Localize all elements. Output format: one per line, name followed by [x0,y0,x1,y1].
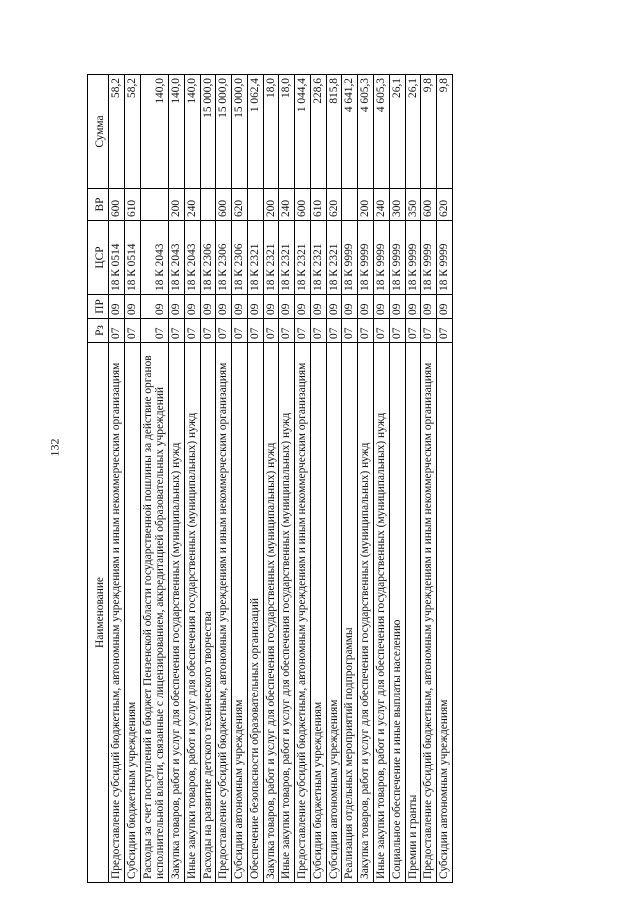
table-row [374,75,390,883]
cell-vr [140,189,169,221]
cell-sum: 58,2 [109,75,125,189]
cell-csr: 18 К 2043 [184,221,200,295]
cell-csr: 18 К 2043 [169,221,185,295]
cell-name: Иные закупки товаров, работ и услуг для обеспечения государственных (муниципальных) нужд [374,343,390,883]
cell-vr: 610 [124,189,140,221]
cell-rz: 07 [405,319,421,343]
table-row [263,75,279,883]
cell-name: Предоставление субсидий бюджетным, автономным учреждениям и иным некоммерческим организациям [295,343,311,883]
cell-vr: 600 [109,189,125,221]
cell-pr: 09 [247,295,263,319]
cell-sum: 15 000,0 [232,75,248,189]
cell-pr: 09 [232,295,248,319]
cell-vr: 200 [263,189,279,221]
cell-pr: 09 [295,295,311,319]
cell-rz: 07 [358,319,374,343]
cell-csr: 18 К 2321 [247,221,263,295]
cell-rz: 07 [216,319,232,343]
cell-name: Предоставление субсидий бюджетным, автономным учреждениям и иным некоммерческим организациям [216,343,232,883]
cell-csr: 18 К 2321 [263,221,279,295]
header-vr: ВР [88,189,109,221]
cell-rz: 07 [310,319,326,343]
cell-vr: 620 [232,189,248,221]
cell-rz: 07 [263,319,279,343]
table-row [310,75,326,883]
cell-vr: 240 [184,189,200,221]
cell-rz: 07 [421,319,437,343]
cell-sum: 58,2 [124,75,140,189]
table-row [200,75,216,883]
cell-csr: 18 К 2321 [310,221,326,295]
cell-pr: 09 [326,295,342,319]
cell-sum: 9,8 [437,75,453,189]
cell-vr: 620 [326,189,342,221]
cell-vr: 240 [374,189,390,221]
table-row [232,75,248,883]
cell-name: Реализация отдельных мероприятий подпрограммы [342,343,358,883]
cell-sum: 15 000,0 [216,75,232,189]
cell-vr: 600 [216,189,232,221]
cell-pr: 09 [374,295,390,319]
table-row [247,75,263,883]
cell-sum: 4 641,2 [342,75,358,189]
cell-vr: 200 [169,189,185,221]
table-row [124,75,140,883]
cell-sum: 18,0 [263,75,279,189]
cell-csr: 18 К 9999 [421,221,437,295]
cell-vr: 600 [295,189,311,221]
cell-name: Субсидии бюджетным учреждениям [124,343,140,883]
cell-sum: 1 062,4 [247,75,263,189]
cell-name: Закупка товаров, работ и услуг для обеспечения государственных (муниципальных) нужд [263,343,279,883]
cell-rz: 07 [389,319,405,343]
table-container [87,75,557,883]
cell-name: Предоставление субсидий бюджетным, автономным учреждениям и иным некоммерческим организациям [109,343,125,883]
cell-csr: 18 К 9999 [342,221,358,295]
cell-csr: 18 К 9999 [358,221,374,295]
cell-pr: 09 [279,295,295,319]
cell-csr: 18 К 9999 [405,221,421,295]
cell-rz: 07 [437,319,453,343]
cell-csr: 18 К 2321 [326,221,342,295]
cell-pr: 09 [310,295,326,319]
cell-rz: 07 [342,319,358,343]
cell-pr: 09 [437,295,453,319]
header-name: Наименование [88,343,109,883]
cell-pr: 09 [200,295,216,319]
table-row [279,75,295,883]
cell-pr: 09 [342,295,358,319]
rotated-table-frame [87,75,557,883]
cell-rz: 07 [279,319,295,343]
cell-name: Субсидии бюджетным учреждениям [310,343,326,883]
cell-sum: 140,0 [184,75,200,189]
cell-vr: 600 [421,189,437,221]
cell-sum: 26,1 [389,75,405,189]
table-row [169,75,185,883]
cell-name: Иные закупки товаров, работ и услуг для обеспечения государственных (муниципальных) нужд [279,343,295,883]
cell-vr: 350 [405,189,421,221]
cell-csr: 18 К 2321 [295,221,311,295]
cell-pr: 09 [124,295,140,319]
table-row [295,75,311,883]
cell-pr: 09 [169,295,185,319]
cell-name: Расходы за счет поступлений в бюджет Пензенской области государственной пошлины за действие органов исполнительной власти, связанные с лицензированием, аккредитацией образовательных учреждений [140,343,169,883]
cell-vr [247,189,263,221]
cell-csr: 18 К 2043 [140,221,169,295]
table-row [326,75,342,883]
cell-name: Закупка товаров, работ и услуг для обеспечения государственных (муниципальных) нужд [358,343,374,883]
cell-name: Иные закупки товаров, работ и услуг для обеспечения государственных (муниципальных) нужд [184,343,200,883]
header-pr: ПР [88,295,109,319]
cell-sum: 9,8 [421,75,437,189]
cell-sum: 140,0 [169,75,185,189]
cell-vr: 300 [389,189,405,221]
cell-csr: 18 К 9999 [374,221,390,295]
header-sum: Сумма [88,75,109,189]
cell-name: Предоставление субсидий бюджетным, автономным учреждениям и иным некоммерческим организациям [421,343,437,883]
cell-vr: 200 [358,189,374,221]
cell-csr: 18 К 2306 [200,221,216,295]
table-row [437,75,453,883]
table-row [342,75,358,883]
cell-pr: 09 [216,295,232,319]
cell-rz: 07 [247,319,263,343]
cell-rz: 07 [374,319,390,343]
cell-sum: 228,6 [310,75,326,189]
cell-sum: 140,0 [140,75,169,189]
cell-rz: 07 [169,319,185,343]
table-row [140,75,169,883]
cell-rz: 07 [124,319,140,343]
cell-pr: 09 [109,295,125,319]
cell-rz: 07 [326,319,342,343]
cell-sum: 1 044,4 [295,75,311,189]
cell-pr: 09 [263,295,279,319]
cell-name: Субсидии автономным учреждениям [437,343,453,883]
cell-name: Субсидии автономным учреждениям [326,343,342,883]
cell-sum: 815,8 [326,75,342,189]
cell-name: Расходы на развитие детского технического творчества [200,343,216,883]
cell-rz: 07 [232,319,248,343]
table-row [184,75,200,883]
cell-pr: 09 [421,295,437,319]
header-rz: Рз [88,319,109,343]
cell-csr: 18 К 0514 [124,221,140,295]
header-csr: ЦСР [88,221,109,295]
cell-rz: 07 [184,319,200,343]
cell-name: Обеспечение безопасности образовательных организаций [247,343,263,883]
table-row [421,75,437,883]
cell-vr: 240 [279,189,295,221]
cell-vr: 620 [437,189,453,221]
table-header-row [88,75,109,883]
cell-name: Субсидии автономным учреждениям [232,343,248,883]
cell-rz: 07 [140,319,169,343]
page-number: 132 [47,438,62,457]
cell-sum: 18,0 [279,75,295,189]
cell-csr: 18 К 2306 [232,221,248,295]
cell-csr: 18 К 9999 [437,221,453,295]
cell-pr: 09 [140,295,169,319]
cell-pr: 09 [405,295,421,319]
cell-name: Премии и гранты [405,343,421,883]
cell-sum: 4 605,3 [374,75,390,189]
cell-pr: 09 [358,295,374,319]
budget-table [87,74,453,883]
cell-name: Закупка товаров, работ и услуг для обеспечения государственных (муниципальных) нужд [169,343,185,883]
cell-rz: 07 [109,319,125,343]
cell-sum: 26,1 [405,75,421,189]
cell-vr [342,189,358,221]
cell-pr: 09 [389,295,405,319]
table-row [216,75,232,883]
table-row [109,75,125,883]
table-row [389,75,405,883]
cell-csr: 18 К 9999 [389,221,405,295]
table-row [358,75,374,883]
cell-csr: 18 К 0514 [109,221,125,295]
cell-vr [200,189,216,221]
cell-vr: 610 [310,189,326,221]
cell-rz: 07 [295,319,311,343]
cell-rz: 07 [200,319,216,343]
cell-sum: 4 605,3 [358,75,374,189]
cell-sum: 15 000,0 [200,75,216,189]
cell-csr: 18 К 2306 [216,221,232,295]
table-row [405,75,421,883]
cell-csr: 18 К 2321 [279,221,295,295]
cell-pr: 09 [184,295,200,319]
cell-name: Социальное обеспечение и иные выплаты населению [389,343,405,883]
